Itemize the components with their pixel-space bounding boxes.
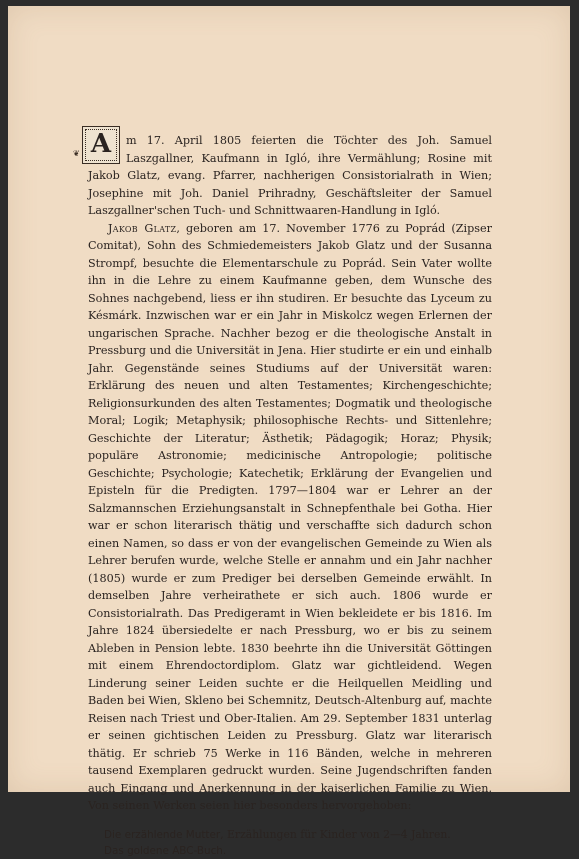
- paragraph-2: [88, 220, 492, 815]
- works-list: [88, 827, 492, 859]
- work-item: [104, 827, 492, 843]
- work-title: Die erzählende Mutter: [104, 828, 221, 841]
- drop-cap-initial: [73, 126, 120, 164]
- paragraph-2-text: , geboren am 17. November 1776 zu Poprád (Zipser Comitat), Sohn des Schmiedemeisters Jakob Glatz und der Susanna Strompf, besuchte die Elementarschule zu Poprád. Sein Vater wollte ihn in die Lehre zu einem Kaufmanne geben, dem Wunsche des Sohnes nachgebend, liess er ihn studiren. Er besuchte das Lyceum zu Késmárk. Inzwischen war er ein Jahr in Miskolcz wegen Erlernen der ungarischen Sprache. Nachher bezog er die theologische Anstalt in Pressburg und die Universität in Jena. Hier studirte er ein und einhalb Jahr. Gegenstände seines Studiums auf der Universität waren: Erklärung des neuen und alten Testamentes; Kirchengeschichte; Religionsurkunden des alten Testamentes; Dogmatik und theologische Moral; Logik; Metaphysik; philosophische Rechts- und Sittenlehre; Geschichte der Literatur; Ästhetik; Pädagogik; Horaz; Physik; populäre Astronomie; medicinische Antropologie; politische Geschichte; Psychologie; Katechetik; Erklärung der Evangelien und Episteln für die Predigten. 1797—1804 war er Lehrer an der Salzmannschen Erziehungsanstalt in Schnepfenthale bei Gotha. Hier war er schon literarisch thätig und verschaffte sich dadurch schon einen Namen, so dass er von der evangelischen Gemeinde zu Wien als Lehrer berufen wurde, welche Stelle er annahm und ein Jahr nachher (1805) wurde er zum Prediger bei derselben Gemeinde erwählt. In demselben Jahre verheirathete er sich auch. 1806 wurde er Consistorialrath. Das Predigeramt in Wien bekleidete er bis 1816. Im Jahre 1824 übersiedelte er nach Pressburg, wo er bis zu seinem Ableben in Pension lebte. 1830 beehrte ihn die Universität Göttingen mit einem Ehrendoctordiplom. Glatz war gichtleidend. Wegen Linderung seiner Leiden suchte er die Heilquellen Meidling und Baden bei Wien, Skleno bei Schemnitz, Deutsch-Altenburg auf, machte Reisen nach Triest und Ober-Italien. Am 29. September 1831 unterlag er seinen gichtischen Leiden zu Pressburg. Glatz war literarisch thätig. Er schrieb 75 Werke in 116 Bänden, welche in mehreren tausend Exemplaren gedruckt wurden. Seine Jugendschriften fanden auch Eingang und Anerkennung in der kaiserlichen Familie zu Wien. Von seinen Werken seien hier besonders hervorgehoben:: [88, 221, 492, 812]
- document-page: [8, 6, 570, 857]
- document-body: [73, 129, 492, 859]
- ornament-icon: ❦: [73, 149, 80, 158]
- person-name: Jakob Glatz: [108, 221, 177, 235]
- work-title: Das goldene ABC-Buch.: [104, 844, 227, 857]
- work-description: , Erzählungen für Kinder von 2—4 Jahren.: [220, 827, 451, 841]
- drop-cap-letter: A: [90, 129, 112, 160]
- work-item: [104, 843, 492, 859]
- paragraph-1: [73, 129, 492, 220]
- paragraph-1-text: m 17. April 1805 feierten die Töchter des Joh. Samuel Laszgallner, Kaufmann in Igló, ihre Vermählung; Rosine mit Jakob Glatz, evang. Pfarrer, nachherigen Consistorialrath in Wien; Josephine mit Joh. Daniel Prihradny, Geschäftsleiter der Samuel Laszgallner'schen Tuch- und Schnittwaaren-Handlung in Igló.: [88, 134, 492, 217]
